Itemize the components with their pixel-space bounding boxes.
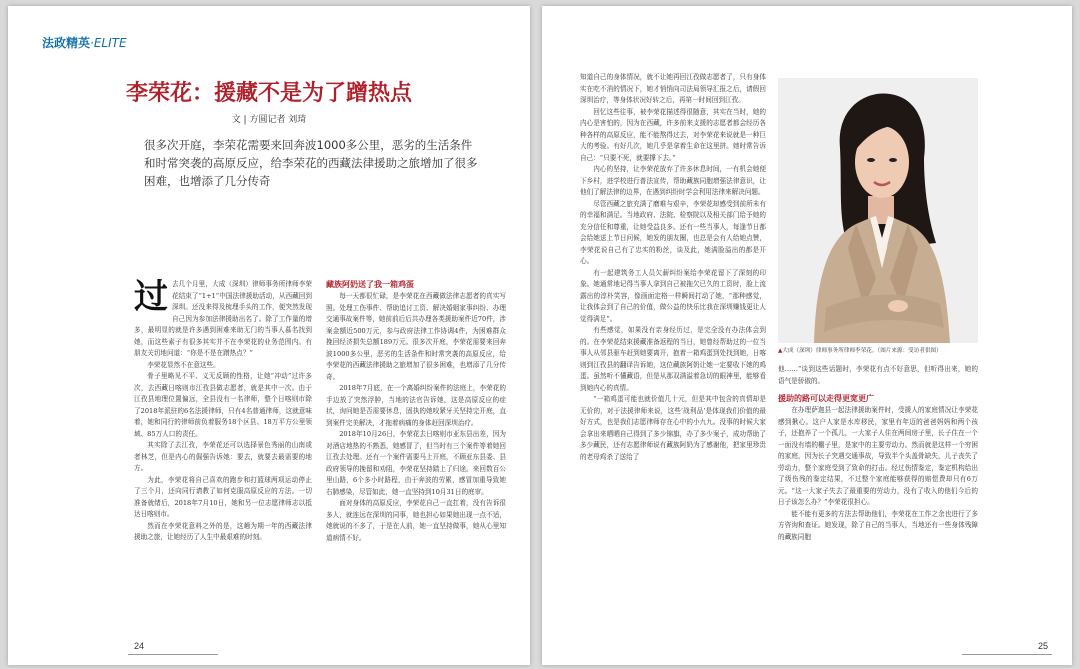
paragraph: 去几个月里，大成（深圳）律师事务所律师李荣花结束了“1+1”中国法律援助活动，从西藏回到深圳。还没来得及梳理手头的工作，便突然发现自己因为参加法律援助出名了。除了工作量的增多，最明显的就是许多遇到困难来助无门的当事人慕名找到她，而这些素子有很多其实并不在李荣花的业务范围内。有朋友关切地问道：“你是不是在蹭热点？” xyxy=(134,280,312,357)
brand-cn: 法政精英 xyxy=(42,36,91,50)
paragraph: 李荣花显然不在意这些。 xyxy=(147,360,220,369)
paragraph: “一箱鸡蛋可能也就价值几十元，但是其中包含的真情却是无价的，对于法援律师来说，这些‘战利品’是体现我们价值的最好方式，也是我们志愿律师存在心中的小九九。没事的时候大家会拿出来晒晒自己得到了多少锦旗，办了多少案子，成功帮助了多少藏民，还有志愿律师说有藏族阿奶为了感谢他，把家里珍贵的老母鸡杀了送给了 xyxy=(580,395,766,461)
section-subhead: 援助的路可以走得更宽更广 xyxy=(778,394,874,403)
paragraph: 知道自己的身体情况，就不让她再回江孜做志愿者了，只有身体实在吃不消的情况下，她才悄悄向司法局领导汇报之后，请假回深圳治疗，等身体状况好转之后，再第一时间回到江孜。 xyxy=(580,73,766,104)
left-column-2 xyxy=(326,279,506,629)
right-column-1 xyxy=(580,72,766,632)
paragraph: 能不能有更多的方法去帮助他们，李荣花在工作之余也进行了多方咨询和查证。她发现，除了自己的当事人，当地还有一些身体残障的藏族同胞 xyxy=(778,509,978,541)
caption-triangle-icon: ▲ xyxy=(778,348,783,354)
drop-cap: 过 xyxy=(134,279,168,317)
portrait-illustration xyxy=(778,78,978,343)
paragraph: 面对身体的高原反应，李荣花自己一直扛着，没有告诉很多人，就连远在深圳的同事，她也担心如果她出现一点不适，她就说的不多了，于是在人前，她一直坚持做事，她从心里知道病情不好。 xyxy=(326,499,506,542)
page-number-rule xyxy=(128,654,218,655)
paragraph: 他……”谈到这些话题时，李荣花有点不好意思，但听得出来，她的语气是骄傲的。 xyxy=(778,365,978,385)
article-title: 李荣花：援藏不是为了蹭热点 xyxy=(125,81,412,106)
section-subhead: 藏族阿奶送了我一箱鸡蛋 xyxy=(326,280,414,289)
paragraph: 2018年7月底，在一个离婚纠纷案件的法庭上，李荣花的手边放了突然浮肿，当地的法官告诉她，这是高原反应的症状，询问她是否需要休息，固执的她咬紧牙关坚持完开庭，直到案件完美解决，才拖着病痛的身体赶回深圳治疗。 xyxy=(326,384,506,427)
paragraph: 有些感觉，如果没有亲身经历过，是完全没有办法体会到的。在李荣花结束援藏准备返程的当日，她曾经帮助过的一位当事人从邻县驱车赶到她要离开，抱着一箱鸡蛋到处找到她，日喀则到江孜县的翻译告诉她，这位藏族阿奶让她一定要收下她的鸡蛋。虽然听不懂藏语，但是从那双满溢着急切的眼神里，能够看到她内心的真情。 xyxy=(580,326,766,392)
paragraph: 其实除了去江孜，李荣花还可以选择景色秀丽的山南或者林芝，但是内心的倔强告诉她：要去，就要去最需要的地方。 xyxy=(134,441,312,472)
paragraph: 每一天都很忙碌，是李荣花在西藏做法律志愿者的真实写照。处理工伤事件、帮助追讨工资、解决婚姻家事纠纷、办理交通事故案件等，她前前后后共办理各类援助案件近70件，涉案金额近500万元，参与政府法律工作协调4件，为困难群众挽回经济损失总额189万元。很多次开庭，李荣花需要来回奔波1000多公里，恶劣的生活条件和时常突袭的高原反应，给李荣花的西藏法律援助之旅增加了很多困难，也增添了几分传奇。 xyxy=(326,292,506,381)
page-number: 25 xyxy=(1037,641,1048,651)
left-page xyxy=(8,6,530,665)
right-page xyxy=(542,6,1072,665)
right-column-2 xyxy=(778,364,978,632)
byline: 文 | 方圆记者 刘琦 xyxy=(231,115,307,125)
paragraph: 有一起建筑务工人员欠薪纠纷案给李荣花留下了深刻的印象。她通常地记得当事人拿到自己被拖欠已久的工资时，脸上流露出的淳朴笑容，像画面定格一样瞬间打动了她，“那种感觉，让我体会到了自己的价值，做公益的快乐比我在深圳赚钱更让人觉得满足”。 xyxy=(580,268,766,323)
standfirst: 很多次开庭，李荣花需要来回奔波1000多公里，恶劣的生活条件和时常突袭的高原反应，给李荣花的西藏法律援助之旅增加了很多困难，也增添了几分传奇 xyxy=(144,138,478,188)
paragraph: 内心的坚持，让李荣花放弃了许多休息时间，一有机会她便下乡村，进学校进行普法宣传，帮助藏族同胞增强法律意识，让他们了解法律的边界，在遇到纠纷时学会利用法律来解决问题。 xyxy=(580,165,766,196)
left-column-1 xyxy=(134,279,312,629)
portrait-photo xyxy=(778,78,978,343)
brand-header xyxy=(42,34,127,51)
paragraph: 为此，李荣花将自己喜欢的跑步和打篮球两项运动停止了三个月，还向同行请教了如何克服高原反应的方法。一切准备就绪后，2018年7月10日，她和另一位志愿律师志以抵达日喀则市。 xyxy=(134,475,312,518)
paragraph: 回忆这些往事，被李荣花描述得很随意，其实在当时，她的内心是害怕的，因为在西藏，许多前来支援的志愿者都会经历各种各样的高原反应，能不能熬得过去，对李荣花来说就是一种巨大的考验。有好几次，她几乎是拿着生命在这里拼。她时常告诉自己：“只要不死，就要撑下去。” xyxy=(580,107,766,162)
paragraph: 在办理萨迦县一起法律援助案件时，受援人的家庭情况让李荣花感到揪心。这户人家是水库移民，家里有年迈的爸爸妈妈和两个孩子，还抱养了一个孤儿，一大家子人住在两间房子里，长子住在一个一面没有墙的棚子里，是家中的主要劳动力。然而就是这样一个穷困的家庭，因为长子突遇交通事故，导致半个头盖骨缺失，儿子丧失了劳动力，整个家庭受到了致命的打击。经过伤情鉴定，鉴定机构给出了级伤残的鉴定结果，不过整个家庭能够获得的赔偿费却只有6万元。“这一大家子失去了最重要的劳动力，没有了收入的他们今后的日子该怎么办？”李荣花很担心。 xyxy=(778,406,978,506)
paragraph: 2018年10月26日，李荣花去日喀则市亚东县出差，因为对酒店地热的不熟悉，她感冒了，但当时有三个案件等着她回江孜去处理。还有一个案件需要马上开庭，不顾亚东县委、县政府领导的挽留和劝阻，李荣花坚持踏上了归途。来回数百公里山路，6个多小时路程，由于奔波的劳累，感冒加重导致她右肺感染，尽管如此，她一直坚持到10月31日的庭审。 xyxy=(326,430,506,496)
photo-caption xyxy=(778,346,988,354)
caption-text: 大成（深圳）律师事务所律师李荣花。（图片来源：受访者供图） xyxy=(782,348,942,354)
paragraph: 然而在李荣花意料之外的是，这趟为期一年的西藏法律援助之旅，让她经历了人生中最艰难的时刻。 xyxy=(134,521,312,541)
paragraph: 骨子里略见不平、义无反顾的性格，让她“冲动”过许多次，去西藏日喀则市江孜县做志愿者，就是其中一次。由于江孜县地理位置偏远，全县没有一名律师，整个日喀则市除了2018年派驻的6名法援律师，只有4名普通律师，这就意味着，她和同行的律师前负着服务18个区县、18万平方公里领域、85万人口的责任。 xyxy=(134,372,312,438)
page-number: 24 xyxy=(134,641,145,651)
brand-en: ·ELITE xyxy=(90,36,127,50)
page-number-rule xyxy=(962,654,1052,655)
paragraph: 尽管西藏之旅充满了磨难与艰辛，李荣花却感受到前所未有的幸福和满足。当地政府、法院、检察院以及相关部门给予她的充分信任和尊重，让她受益良多。还有一些当事人，每逢节日都会给她送上节日问候，她发的朋友圈，也总是会有人给她点赞，李荣花说自己有了忠实的粉丝，谈及此，她满脸溢出的都是开心。 xyxy=(580,199,766,265)
